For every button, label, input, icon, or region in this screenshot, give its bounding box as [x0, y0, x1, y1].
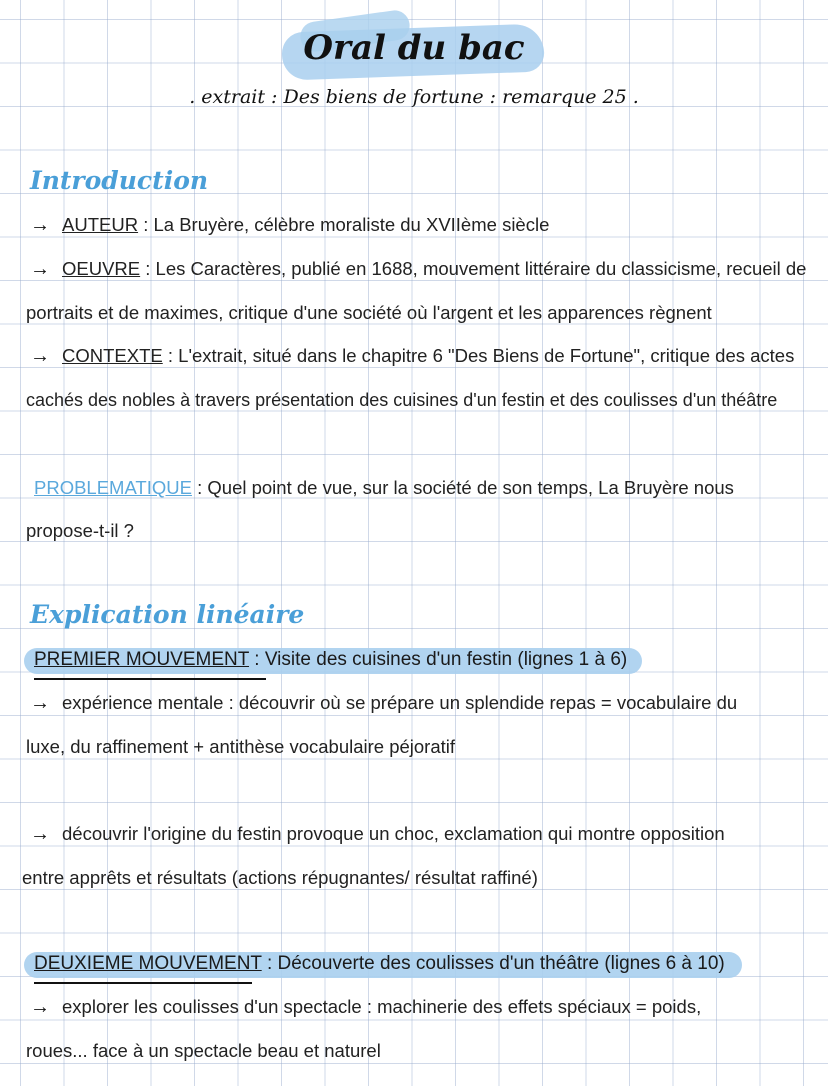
problematique-line-2: propose-t-il ?: [26, 520, 134, 541]
mouvement-1-label: PREMIER MOUVEMENT: [34, 649, 250, 670]
mouvement-1-point-1-cont: luxe, du raffinement + antithèse vocabulaire péjoratif: [26, 736, 456, 757]
mouvement-1-underline: [34, 678, 266, 680]
mouvement-1-point-1: [30, 692, 737, 715]
mouvement-2-text: : Découverte des coulisses d'un théâtre (lignes 6 à 10): [261, 953, 725, 974]
auteur-label: AUTEUR: [62, 214, 139, 235]
arrow-icon: →: [30, 996, 50, 1018]
problematique-label: PROBLEMATIQUE: [34, 477, 192, 498]
mouvement-1-point-2: [30, 823, 725, 846]
explication-heading: Explication linéaire: [30, 600, 305, 629]
contexte-line-2: cachés des nobles à travers présentation des cuisines d'un festin et des coulisses d'un théâtre: [26, 390, 778, 410]
oeuvre-label: OEUVRE: [62, 258, 141, 279]
arrow-icon: →: [30, 692, 50, 714]
contexte-line: [30, 345, 794, 368]
page-title: Oral du bac: [303, 28, 525, 68]
arrow-icon: →: [30, 823, 50, 845]
problematique-text: : Quel point de vue, sur la société de son temps, La Bruyère nous: [191, 477, 734, 498]
introduction-heading: Introduction: [30, 166, 209, 195]
mouvement-2-title: [34, 953, 725, 975]
mouvement-1-point-1-text: expérience mentale : découvrir où se prépare un splendide repas = vocabulaire du: [62, 692, 738, 713]
problematique-line: [34, 477, 734, 499]
oeuvre-line-2: portraits et de maximes, critique d'une société où l'argent et les apparences règnent: [26, 302, 712, 323]
arrow-icon: →: [30, 258, 50, 280]
contexte-label: CONTEXTE: [62, 345, 163, 366]
mouvement-2-point-1-text: explorer les coulisses d'un spectacle : machinerie des effets spéciaux = poids,: [62, 996, 702, 1017]
mouvement-2-point-1-cont: roues... face à un spectacle beau et naturel: [26, 1040, 381, 1061]
mouvement-2-label: DEUXIEME MOUVEMENT: [34, 953, 262, 974]
oeuvre-line: [30, 258, 806, 281]
mouvement-1-point-2-text: découvrir l'origine du festin provoque un choc, exclamation qui montre opposition: [62, 823, 725, 844]
contexte-text: : L'extrait, situé dans le chapitre 6 "Des Biens de Fortune", critique des actes: [162, 345, 795, 366]
oeuvre-text: : Les Caractères, publié en 1688, mouvement littéraire du classicisme, recueil de: [140, 258, 807, 279]
mouvement-2-underline: [34, 982, 252, 984]
arrow-icon: →: [30, 345, 50, 367]
mouvement-2-point-1: [30, 996, 701, 1019]
arrow-icon: →: [30, 214, 50, 236]
mouvement-1-text: : Visite des cuisines d'un festin (lignes 1 à 6): [249, 649, 628, 670]
mouvement-1-point-2-cont: entre apprêts et résultats (actions répugnantes/ résultat raffiné): [22, 867, 538, 888]
mouvement-1-title: [34, 649, 627, 671]
auteur-text: : La Bruyère, célèbre moraliste du XVIIème siècle: [138, 214, 550, 235]
page-subtitle: . extrait : Des biens de fortune : remarque 25 .: [189, 86, 639, 108]
auteur-line: [30, 214, 549, 237]
